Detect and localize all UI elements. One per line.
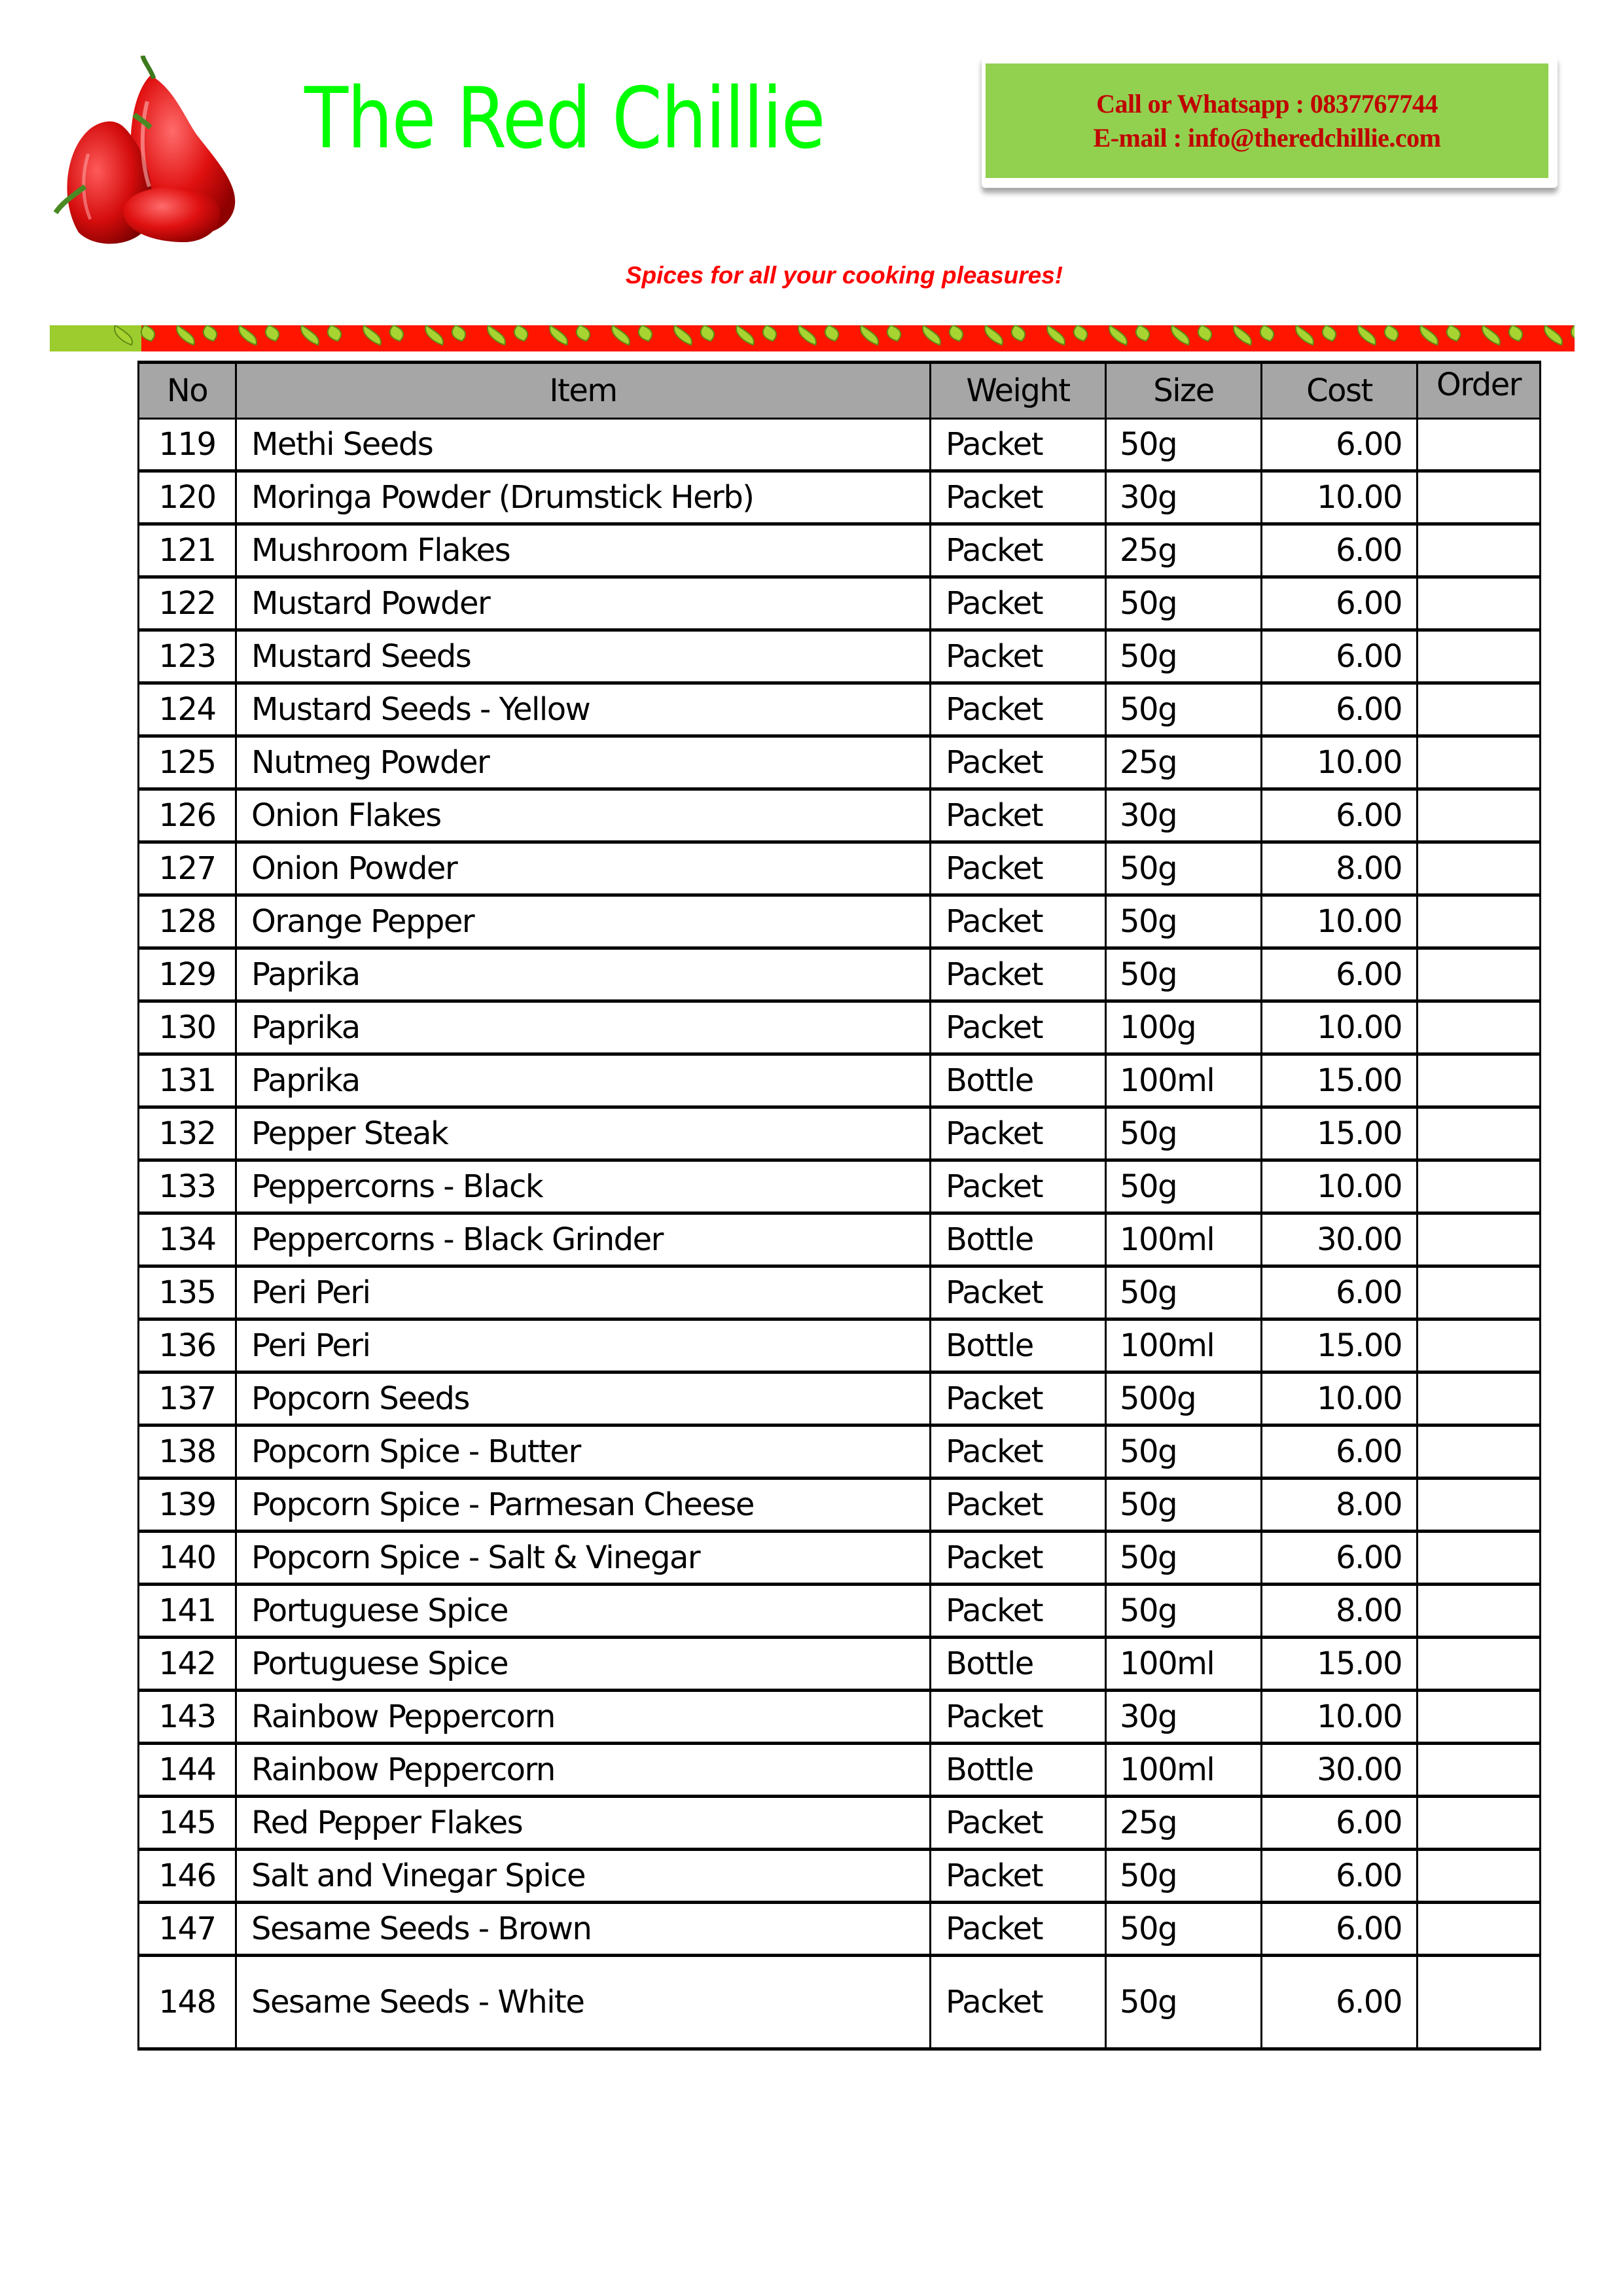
cell-no: 123 bbox=[139, 630, 236, 683]
cell-no: 137 bbox=[139, 1372, 236, 1426]
cell-no: 132 bbox=[139, 1107, 236, 1160]
cell-item: Onion Flakes bbox=[236, 789, 931, 842]
cell-cost: 10.00 bbox=[1262, 471, 1418, 524]
email-line: E-mail : info@theredchillie.com bbox=[1093, 122, 1441, 152]
cell-item: Methi Seeds bbox=[236, 419, 931, 471]
table-row bbox=[139, 1054, 1541, 1107]
cell-cost: 15.00 bbox=[1262, 1107, 1418, 1160]
cell-size: 50g bbox=[1106, 1903, 1262, 1956]
cell-size: 50g bbox=[1106, 948, 1262, 1001]
cell-cost: 30.00 bbox=[1262, 1744, 1418, 1797]
cell-weight: Packet bbox=[931, 1956, 1106, 2049]
cell-cost: 15.00 bbox=[1262, 1054, 1418, 1107]
cell-weight: Bottle bbox=[931, 1054, 1106, 1107]
order-input-cell[interactable] bbox=[1418, 1956, 1541, 2049]
order-input-cell[interactable] bbox=[1418, 524, 1541, 577]
cell-size: 100ml bbox=[1106, 1213, 1262, 1266]
cell-cost: 15.00 bbox=[1262, 1319, 1418, 1372]
order-input-cell[interactable] bbox=[1418, 1744, 1541, 1797]
cell-cost: 6.00 bbox=[1262, 1266, 1418, 1319]
cell-no: 138 bbox=[139, 1426, 236, 1479]
order-input-cell[interactable] bbox=[1418, 1319, 1541, 1372]
cell-size: 50g bbox=[1106, 630, 1262, 683]
table-row bbox=[139, 1903, 1541, 1956]
cell-item: Salt and Vinegar Spice bbox=[236, 1850, 931, 1903]
order-input-cell[interactable] bbox=[1418, 1479, 1541, 1532]
cell-cost: 6.00 bbox=[1262, 789, 1418, 842]
cell-item: Sesame Seeds - Brown bbox=[236, 1903, 931, 1956]
cell-weight: Packet bbox=[931, 1266, 1106, 1319]
cell-size: 50g bbox=[1106, 1850, 1262, 1903]
table-row bbox=[139, 1479, 1541, 1532]
cell-weight: Packet bbox=[931, 1585, 1106, 1638]
cell-item: Mushroom Flakes bbox=[236, 524, 931, 577]
cell-item: Popcorn Spice - Butter bbox=[236, 1426, 931, 1479]
cell-no: 129 bbox=[139, 948, 236, 1001]
table-row bbox=[139, 419, 1541, 471]
cell-weight: Packet bbox=[931, 736, 1106, 789]
table-row bbox=[139, 789, 1541, 842]
cell-size: 30g bbox=[1106, 789, 1262, 842]
cell-item: Red Pepper Flakes bbox=[236, 1797, 931, 1850]
chilli-peppers-icon bbox=[52, 56, 294, 252]
table-row bbox=[139, 895, 1541, 948]
cell-size: 50g bbox=[1106, 895, 1262, 948]
cell-weight: Packet bbox=[931, 1107, 1106, 1160]
cell-size: 30g bbox=[1106, 471, 1262, 524]
cell-no: 131 bbox=[139, 1054, 236, 1107]
table-row bbox=[139, 1372, 1541, 1426]
cell-item: Mustard Powder bbox=[236, 577, 931, 630]
cell-weight: Bottle bbox=[931, 1638, 1106, 1691]
cell-weight: Packet bbox=[931, 789, 1106, 842]
cell-no: 126 bbox=[139, 789, 236, 842]
leaf-banner bbox=[50, 325, 1575, 351]
cell-cost: 10.00 bbox=[1262, 1001, 1418, 1054]
table-row bbox=[139, 524, 1541, 577]
cell-cost: 6.00 bbox=[1262, 1956, 1418, 2049]
cell-weight: Packet bbox=[931, 1160, 1106, 1213]
cell-no: 145 bbox=[139, 1797, 236, 1850]
order-input-cell[interactable] bbox=[1418, 842, 1541, 895]
cell-item: Portuguese Spice bbox=[236, 1585, 931, 1638]
table-row bbox=[139, 1266, 1541, 1319]
cell-cost: 10.00 bbox=[1262, 1160, 1418, 1213]
header-item: Item bbox=[236, 363, 931, 419]
cell-item: Paprika bbox=[236, 1054, 931, 1107]
cell-weight: Packet bbox=[931, 895, 1106, 948]
cell-size: 50g bbox=[1106, 842, 1262, 895]
cell-cost: 6.00 bbox=[1262, 1426, 1418, 1479]
cell-cost: 6.00 bbox=[1262, 1903, 1418, 1956]
cell-no: 146 bbox=[139, 1850, 236, 1903]
cell-size: 30g bbox=[1106, 1691, 1262, 1744]
cell-no: 147 bbox=[139, 1903, 236, 1956]
header-cost: Cost bbox=[1262, 363, 1418, 419]
cell-cost: 6.00 bbox=[1262, 1532, 1418, 1585]
table-body bbox=[139, 419, 1541, 2049]
table-row bbox=[139, 1797, 1541, 1850]
table-row bbox=[139, 1319, 1541, 1372]
order-input-cell[interactable] bbox=[1418, 1001, 1541, 1054]
cell-size: 50g bbox=[1106, 1479, 1262, 1532]
cell-cost: 6.00 bbox=[1262, 683, 1418, 736]
cell-size: 50g bbox=[1106, 1532, 1262, 1585]
cell-size: 50g bbox=[1106, 1585, 1262, 1638]
cell-cost: 6.00 bbox=[1262, 419, 1418, 471]
cell-item: Rainbow Peppercorn bbox=[236, 1744, 931, 1797]
table-row bbox=[139, 1426, 1541, 1479]
cell-no: 130 bbox=[139, 1001, 236, 1054]
cell-weight: Packet bbox=[931, 577, 1106, 630]
cell-no: 148 bbox=[139, 1956, 236, 2049]
cell-weight: Packet bbox=[931, 1691, 1106, 1744]
cell-no: 135 bbox=[139, 1266, 236, 1319]
cell-size: 100ml bbox=[1106, 1054, 1262, 1107]
cell-weight: Packet bbox=[931, 1001, 1106, 1054]
cell-no: 134 bbox=[139, 1213, 236, 1266]
header-weight: Weight bbox=[931, 363, 1106, 419]
order-input-cell[interactable] bbox=[1418, 789, 1541, 842]
cell-size: 100ml bbox=[1106, 1744, 1262, 1797]
cell-item: Mustard Seeds - Yellow bbox=[236, 683, 931, 736]
order-input-cell[interactable] bbox=[1418, 1372, 1541, 1426]
cell-no: 144 bbox=[139, 1744, 236, 1797]
cell-cost: 30.00 bbox=[1262, 1213, 1418, 1266]
cell-cost: 15.00 bbox=[1262, 1638, 1418, 1691]
cell-no: 119 bbox=[139, 419, 236, 471]
table-row bbox=[139, 842, 1541, 895]
cell-item: Onion Powder bbox=[236, 842, 931, 895]
cell-cost: 8.00 bbox=[1262, 1585, 1418, 1638]
cell-item: Popcorn Spice - Parmesan Cheese bbox=[236, 1479, 931, 1532]
order-input-cell[interactable] bbox=[1418, 419, 1541, 471]
cell-cost: 10.00 bbox=[1262, 895, 1418, 948]
cell-cost: 6.00 bbox=[1262, 1850, 1418, 1903]
cell-weight: Packet bbox=[931, 471, 1106, 524]
cell-size: 50g bbox=[1106, 1160, 1262, 1213]
cell-size: 50g bbox=[1106, 577, 1262, 630]
cell-cost: 6.00 bbox=[1262, 948, 1418, 1001]
cell-item: Paprika bbox=[236, 1001, 931, 1054]
table-row bbox=[139, 1107, 1541, 1160]
cell-cost: 10.00 bbox=[1262, 736, 1418, 789]
table-row bbox=[139, 1691, 1541, 1744]
table-row bbox=[139, 1585, 1541, 1638]
cell-cost: 10.00 bbox=[1262, 1691, 1418, 1744]
table-row bbox=[139, 1850, 1541, 1903]
contact-card bbox=[982, 56, 1558, 188]
order-input-cell[interactable] bbox=[1418, 471, 1541, 524]
table-row bbox=[139, 1744, 1541, 1797]
cell-cost: 8.00 bbox=[1262, 1479, 1418, 1532]
cell-no: 121 bbox=[139, 524, 236, 577]
order-input-cell[interactable] bbox=[1418, 1426, 1541, 1479]
order-input-cell[interactable] bbox=[1418, 1903, 1541, 1956]
table-row bbox=[139, 948, 1541, 1001]
order-input-cell[interactable] bbox=[1418, 1054, 1541, 1107]
order-input-cell[interactable] bbox=[1418, 1160, 1541, 1213]
cell-weight: Packet bbox=[931, 1479, 1106, 1532]
cell-weight: Packet bbox=[931, 842, 1106, 895]
cell-item: Paprika bbox=[236, 948, 931, 1001]
cell-weight: Bottle bbox=[931, 1744, 1106, 1797]
cell-weight: Packet bbox=[931, 1850, 1106, 1903]
order-input-cell[interactable] bbox=[1418, 683, 1541, 736]
table-row bbox=[139, 736, 1541, 789]
table-row bbox=[139, 1638, 1541, 1691]
price-table bbox=[137, 361, 1541, 2051]
table-header-row bbox=[139, 363, 1541, 419]
order-input-cell[interactable] bbox=[1418, 1691, 1541, 1744]
order-input-cell[interactable] bbox=[1418, 1107, 1541, 1160]
table-row bbox=[139, 1532, 1541, 1585]
cell-no: 127 bbox=[139, 842, 236, 895]
cell-size: 500g bbox=[1106, 1372, 1262, 1426]
cell-size: 50g bbox=[1106, 1426, 1262, 1479]
cell-size: 25g bbox=[1106, 736, 1262, 789]
cell-weight: Bottle bbox=[931, 1213, 1106, 1266]
cell-size: 25g bbox=[1106, 1797, 1262, 1850]
cell-weight: Packet bbox=[931, 419, 1106, 471]
table-row bbox=[139, 577, 1541, 630]
cell-weight: Packet bbox=[931, 683, 1106, 736]
cell-item: Nutmeg Powder bbox=[236, 736, 931, 789]
cell-no: 136 bbox=[139, 1319, 236, 1372]
cell-item: Peppercorns - Black bbox=[236, 1160, 931, 1213]
cell-no: 122 bbox=[139, 577, 236, 630]
order-input-cell[interactable] bbox=[1418, 1266, 1541, 1319]
cell-size: 100g bbox=[1106, 1001, 1262, 1054]
cell-no: 143 bbox=[139, 1691, 236, 1744]
cell-weight: Packet bbox=[931, 1426, 1106, 1479]
cell-size: 50g bbox=[1106, 1266, 1262, 1319]
cell-no: 124 bbox=[139, 683, 236, 736]
cell-weight: Packet bbox=[931, 1372, 1106, 1426]
cell-item: Sesame Seeds - White bbox=[236, 1956, 931, 2049]
order-input-cell[interactable] bbox=[1418, 1532, 1541, 1585]
cell-weight: Packet bbox=[931, 948, 1106, 1001]
order-input-cell[interactable] bbox=[1418, 1585, 1541, 1638]
cell-item: Peri Peri bbox=[236, 1319, 931, 1372]
table-row bbox=[139, 1956, 1541, 2049]
order-input-cell[interactable] bbox=[1418, 948, 1541, 1001]
cell-cost: 6.00 bbox=[1262, 524, 1418, 577]
cell-item: Moringa Powder (Drumstick Herb) bbox=[236, 471, 931, 524]
cell-weight: Packet bbox=[931, 1797, 1106, 1850]
cell-item: Peppercorns - Black Grinder bbox=[236, 1213, 931, 1266]
cell-no: 141 bbox=[139, 1585, 236, 1638]
contact-box bbox=[986, 63, 1548, 178]
table-row bbox=[139, 1001, 1541, 1054]
cell-cost: 10.00 bbox=[1262, 1372, 1418, 1426]
cell-cost: 8.00 bbox=[1262, 842, 1418, 895]
cell-no: 120 bbox=[139, 471, 236, 524]
cell-cost: 6.00 bbox=[1262, 1797, 1418, 1850]
cell-item: Orange Pepper bbox=[236, 895, 931, 948]
cell-size: 50g bbox=[1106, 419, 1262, 471]
cell-size: 50g bbox=[1106, 1107, 1262, 1160]
cell-no: 125 bbox=[139, 736, 236, 789]
order-input-cell[interactable] bbox=[1418, 1213, 1541, 1266]
cell-no: 142 bbox=[139, 1638, 236, 1691]
order-input-cell[interactable] bbox=[1418, 1797, 1541, 1850]
cell-weight: Packet bbox=[931, 524, 1106, 577]
header-order: Order bbox=[1418, 363, 1541, 419]
cell-weight: Packet bbox=[931, 1532, 1106, 1585]
cell-size: 25g bbox=[1106, 524, 1262, 577]
cell-size: 100ml bbox=[1106, 1638, 1262, 1691]
table-row bbox=[139, 471, 1541, 524]
cell-size: 50g bbox=[1106, 683, 1262, 736]
cell-no: 128 bbox=[139, 895, 236, 948]
cell-weight: Packet bbox=[931, 630, 1106, 683]
cell-item: Mustard Seeds bbox=[236, 630, 931, 683]
table-row bbox=[139, 630, 1541, 683]
cell-cost: 6.00 bbox=[1262, 630, 1418, 683]
cell-item: Popcorn Seeds bbox=[236, 1372, 931, 1426]
order-input-cell[interactable] bbox=[1418, 577, 1541, 630]
cell-item: Popcorn Spice - Salt & Vinegar bbox=[236, 1532, 931, 1585]
brand-title: The Red Chillie bbox=[304, 70, 825, 168]
cell-item: Peri Peri bbox=[236, 1266, 931, 1319]
tagline: Spices for all your cooking pleasures! bbox=[625, 262, 1063, 289]
cell-no: 140 bbox=[139, 1532, 236, 1585]
order-input-cell[interactable] bbox=[1418, 736, 1541, 789]
header-no: No bbox=[139, 363, 236, 419]
cell-size: 100ml bbox=[1106, 1319, 1262, 1372]
table-row bbox=[139, 1213, 1541, 1266]
cell-weight: Bottle bbox=[931, 1319, 1106, 1372]
order-input-cell[interactable] bbox=[1418, 1638, 1541, 1691]
cell-item: Portuguese Spice bbox=[236, 1638, 931, 1691]
cell-no: 139 bbox=[139, 1479, 236, 1532]
phone-line: Call or Whatsapp : 0837767744 bbox=[1096, 88, 1438, 118]
table-row bbox=[139, 683, 1541, 736]
cell-cost: 6.00 bbox=[1262, 577, 1418, 630]
order-input-cell[interactable] bbox=[1418, 1850, 1541, 1903]
table-row bbox=[139, 1160, 1541, 1213]
cell-no: 133 bbox=[139, 1160, 236, 1213]
order-input-cell[interactable] bbox=[1418, 630, 1541, 683]
cell-item: Pepper Steak bbox=[236, 1107, 931, 1160]
cell-weight: Packet bbox=[931, 1903, 1106, 1956]
order-input-cell[interactable] bbox=[1418, 895, 1541, 948]
cell-size: 50g bbox=[1106, 1956, 1262, 2049]
header-size: Size bbox=[1106, 363, 1262, 419]
cell-item: Rainbow Peppercorn bbox=[236, 1691, 931, 1744]
